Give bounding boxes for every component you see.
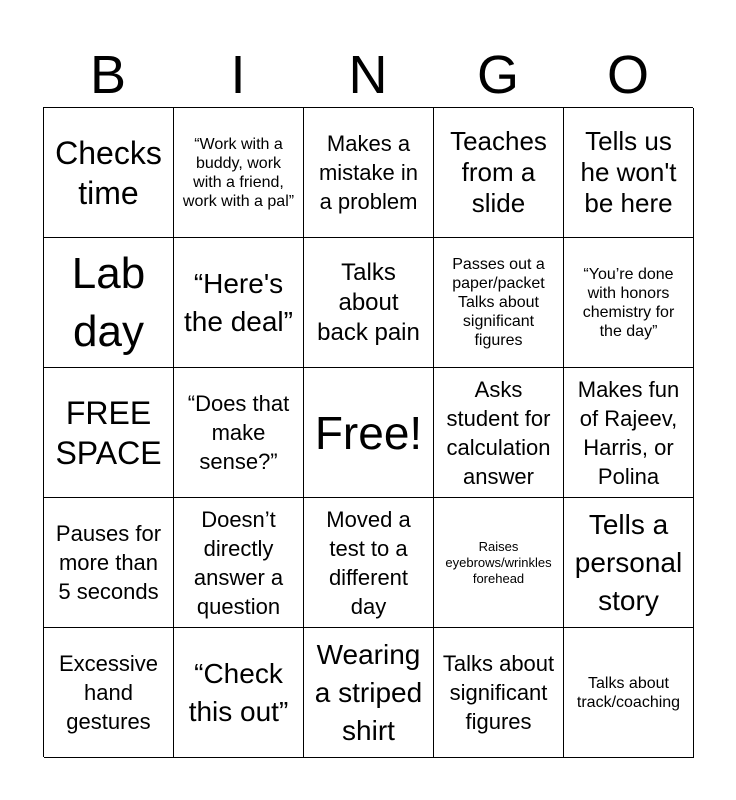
- header-letter-b: B: [89, 45, 127, 105]
- bingo-board: [43, 107, 693, 757]
- bingo-cell[interactable]: “Here's the deal”: [174, 238, 304, 368]
- header-letter-o: O: [606, 45, 649, 105]
- bingo-cell[interactable]: Makes a mistake in a problem: [304, 108, 434, 238]
- bingo-cell[interactable]: Raises eyebrows/wrinkles forehead: [434, 498, 564, 628]
- bingo-cell[interactable]: “Check this out”: [174, 628, 304, 758]
- bingo-cell[interactable]: “Work with a buddy, work with a friend, work with a pal”: [174, 108, 304, 238]
- header-letter-n: N: [348, 45, 388, 105]
- bingo-cell[interactable]: Tells a personal story: [564, 498, 694, 628]
- header-letter-i: I: [230, 45, 246, 105]
- bingo-cell[interactable]: Talks about significant figures: [434, 628, 564, 758]
- bingo-cell[interactable]: Passes out a paper/packet Talks about significant figures: [434, 238, 564, 368]
- bingo-cell[interactable]: Wearing a striped shirt: [304, 628, 434, 758]
- bingo-cell[interactable]: Tells us he won't be here: [564, 108, 694, 238]
- bingo-cell[interactable]: Checks time: [44, 108, 174, 238]
- free-space-cell[interactable]: Free!: [304, 368, 434, 498]
- bingo-cell[interactable]: Talks about back pain: [304, 238, 434, 368]
- bingo-cell[interactable]: Makes fun of Rajeev, Harris, or Polina: [564, 368, 694, 498]
- bingo-cell[interactable]: Pauses for more than 5 seconds: [44, 498, 174, 628]
- bingo-cell[interactable]: Doesn’t directly answer a question: [174, 498, 304, 628]
- header-letter-g: G: [476, 45, 519, 105]
- bingo-cell[interactable]: Asks student for calculation answer: [434, 368, 564, 498]
- bingo-cell[interactable]: Lab day: [44, 238, 174, 368]
- bingo-cell[interactable]: Teaches from a slide: [434, 108, 564, 238]
- bingo-cell[interactable]: Excessive hand gestures: [44, 628, 174, 758]
- bingo-cell[interactable]: Talks about track/coaching: [564, 628, 694, 758]
- bingo-cell[interactable]: “Does that make sense?”: [174, 368, 304, 498]
- bingo-cell[interactable]: Moved a test to a different day: [304, 498, 434, 628]
- bingo-cell[interactable]: “You’re done with honors chemistry for the day”: [564, 238, 694, 368]
- bingo-header: [43, 44, 693, 106]
- bingo-cell[interactable]: FREE SPACE: [44, 368, 174, 498]
